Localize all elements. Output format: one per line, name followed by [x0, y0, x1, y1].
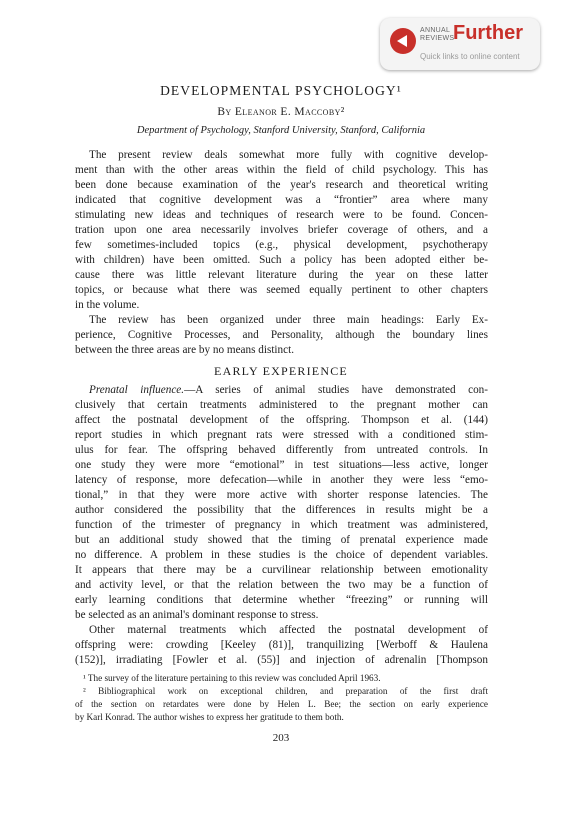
text-line: tional,” in that they were more active with shorter response latencies. The [75, 489, 488, 501]
badge-further-label: Further [453, 22, 523, 44]
badge-line2: REVIEWS [420, 35, 455, 42]
further-badge[interactable] [380, 18, 540, 70]
text-line: in the volume. [75, 299, 140, 311]
text-line: been done because examination of the year's research and theoretical writing [75, 179, 488, 191]
text-line: stimulating new ideas and techniques of research were to be found. Concen- [75, 209, 488, 221]
text-line: early learning conditions that determine whether “freezing” or running will [75, 594, 488, 606]
article-title: DEVELOPMENTAL PSYCHOLOGY¹ [160, 83, 402, 98]
text-line: ment than with the other areas within the field of child psychology. This has [75, 164, 488, 176]
text-line: latency of response, more defecation—while in another they were less “emo- [75, 474, 488, 486]
text-line: Other maternal treatments which affected the postnatal development of [89, 624, 488, 636]
section-heading: EARLY EXPERIENCE [214, 364, 348, 378]
text-line: but an additional study showed that the timing of prenatal experience made [75, 534, 488, 546]
footnote-line: of the section on retardates were done by Helen L. Bee; the section on early experience [75, 699, 488, 709]
intro-paragraph [75, 148, 488, 313]
badge-subtitle: Quick links to online content [420, 52, 520, 61]
prenatal-paragraph [75, 383, 488, 623]
page-number: 203 [272, 732, 290, 744]
text-line: one study they were more “emotional” in test situations—less active, longer [75, 459, 488, 471]
text-line: function of the trimester of pregnancy in which treatment was administered, [75, 519, 488, 531]
article-author: By Eleanor E. Maccoby² [217, 106, 345, 118]
text-line: The review has been organized under three main headings: Early Ex- [89, 314, 488, 326]
text-line: and activity level, or that the relation between the two may be a function of [75, 579, 488, 591]
text-line: tration upon one area necessarily involves briefer coverage of others, and a [75, 224, 488, 236]
text-line: clusively that certain treatments administered to the pregnant mother can [75, 399, 488, 411]
prenatal-label: Prenatal influence. [89, 384, 185, 396]
text-line: be selected as an animal's dominant response to stress. [75, 609, 319, 621]
badge-line1: ANNUAL [420, 27, 451, 34]
text-line [75, 383, 488, 398]
footnote-line: by Karl Konrad. The author wishes to express her gratitude to them both. [75, 712, 344, 722]
footnote-line: ¹ The survey of the literature pertaining to this review was concluded April 1963. [83, 673, 381, 683]
text-line: perience, Cognitive Processes, and Personality, although the boundary lines [75, 329, 488, 341]
text-line: The present review deals somewhat more fully with cognitive develop- [89, 149, 488, 161]
text-line: It appears that there may be a curvilinear relationship between emotionality [75, 564, 488, 576]
text-line: few sometimes-included topics (e.g., physical development, psychotherapy [75, 239, 488, 251]
text-line: between the three areas are by no means distinct. [75, 344, 294, 356]
footnotes [75, 672, 488, 724]
author-affiliation: Department of Psychology, Stanford University, Stanford, California [136, 125, 426, 136]
text-line: ulus for fear. The offspring behaved differently from untreated controls. In [75, 444, 488, 456]
footnote-line: ² Bibliographical work on exceptional children, and preparation of the first draft [83, 686, 488, 696]
text-line: report studies in which pregnant rats were stressed with a conditioned stim- [75, 429, 488, 441]
text-line: offspring were: crowding [Keeley (81)], tranquilizing [Werboff & Haulena [75, 639, 488, 651]
text-line: topics, or because what there was seemed equally pertinent to other chapters [75, 284, 488, 296]
text-line: indicated that cognitive development was a “frontier” area where many [75, 194, 488, 206]
prenatal-first-line: —A series of animal studies have demonstrated con- [184, 384, 488, 396]
text-line: cause there was little relevant literature during the year on these latter [75, 269, 488, 281]
play-icon [390, 28, 416, 54]
text-line: affect the postnatal development of the offspring. Thompson et al. (144) [75, 414, 488, 426]
annual-reviews-logo [420, 27, 456, 43]
text-line: (152)], irradiating [Fowler et al. (55)] and injection of adrenalin [Thompson [75, 654, 488, 666]
text-line: author considered the possibility that the differences in results might be a [75, 504, 488, 516]
text-line: with children) have been omitted. Such a policy has been adopted either be- [75, 254, 488, 266]
maternal-paragraph [75, 623, 488, 668]
text-line: no difference. A problem in these studies is the choice of dependent variables. [75, 549, 488, 561]
organization-paragraph [75, 313, 488, 358]
